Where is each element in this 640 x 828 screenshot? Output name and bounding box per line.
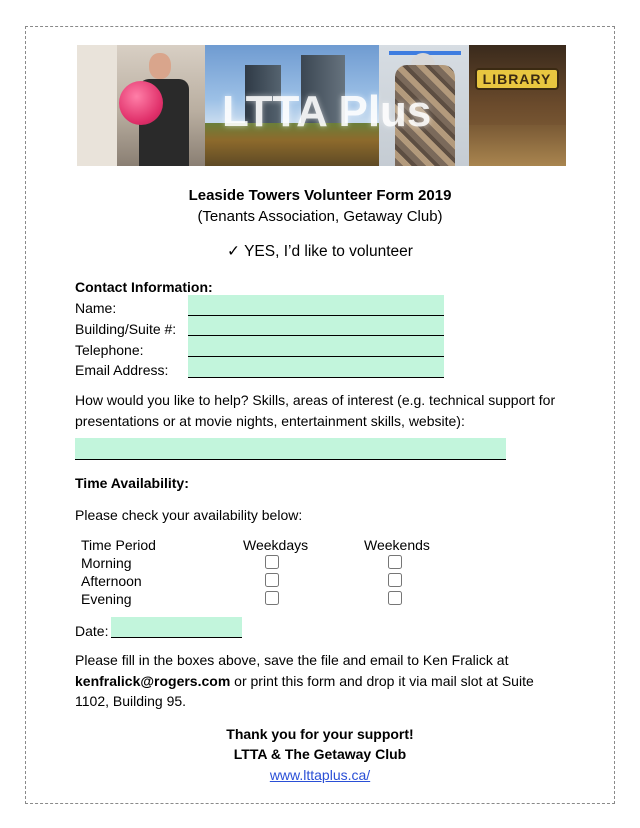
- form-title: Leaside Towers Volunteer Form 2019: [188, 187, 452, 204]
- submission-instructions: [75, 650, 565, 712]
- email-label: Email Address:: [75, 362, 169, 378]
- photo-wall: [77, 45, 117, 166]
- column-time-period: Time Period: [81, 537, 156, 553]
- row-afternoon-label: Afternoon: [81, 573, 142, 589]
- instructions-part1: Please fill in the boxes above, save the file and email to Ken Fralick at: [75, 652, 509, 668]
- instructions-part2: or print this form and drop it via mail slot at Suite 1102, Building 95.: [75, 672, 534, 709]
- building-suite-label: Building/Suite #:: [75, 321, 177, 337]
- evening-weekends-checkbox[interactable]: [388, 591, 402, 605]
- checkmark-icon: ✓: [227, 243, 241, 260]
- library-floor: [469, 125, 566, 166]
- row-morning-label: Morning: [81, 555, 132, 571]
- library-photo: [469, 45, 566, 166]
- ltta-banner-image: [77, 45, 566, 166]
- website-link[interactable]: www.lttaplus.ca/: [269, 767, 371, 783]
- photo-person-head: [149, 53, 171, 79]
- date-label: Date:: [75, 623, 109, 639]
- organization-name: LTTA & The Getaway Club: [233, 746, 407, 762]
- availability-heading: Time Availability:: [75, 475, 189, 491]
- volunteer-text: YES, I’d like to volunteer: [244, 243, 413, 260]
- form-subtitle: (Tenants Association, Getaway Club): [197, 208, 443, 225]
- building-suite-input[interactable]: [188, 316, 444, 336]
- help-answer-input[interactable]: [75, 438, 506, 460]
- evening-weekdays-checkbox[interactable]: [265, 591, 279, 605]
- morning-weekends-checkbox[interactable]: [388, 555, 402, 569]
- column-weekends: Weekends: [364, 537, 430, 553]
- library-sign-text: LIBRARY: [482, 71, 552, 87]
- telephone-label: Telephone:: [75, 342, 144, 358]
- name-input[interactable]: [188, 295, 444, 316]
- website-link-row: [0, 767, 640, 783]
- telephone-input[interactable]: [188, 336, 444, 357]
- availability-instructions: Please check your availability below:: [75, 507, 303, 523]
- contact-email: kenfralick@rogers.com: [75, 672, 231, 689]
- email-input[interactable]: [188, 357, 444, 378]
- help-question-line2: presentations or at movie nights, entertainment skills, website):: [75, 413, 465, 429]
- date-input[interactable]: [111, 617, 242, 638]
- pink-ball: [119, 81, 163, 125]
- morning-weekdays-checkbox[interactable]: [265, 555, 279, 569]
- contact-heading: Contact Information:: [75, 279, 213, 295]
- row-evening-label: Evening: [81, 591, 132, 607]
- library-sign: [475, 68, 559, 90]
- afternoon-weekdays-checkbox[interactable]: [265, 573, 279, 587]
- exercise-photo: [77, 45, 205, 166]
- afternoon-weekends-checkbox[interactable]: [388, 573, 402, 587]
- help-question-line1: How would you like to help? Skills, areas of interest (e.g. technical support for: [75, 392, 556, 408]
- name-label: Name:: [75, 300, 117, 316]
- banner-title: LTTA Plus: [222, 87, 432, 136]
- volunteer-confirmation[interactable]: [0, 242, 640, 261]
- thanks-message: Thank you for your support!: [226, 726, 414, 742]
- column-weekdays: Weekdays: [243, 537, 309, 553]
